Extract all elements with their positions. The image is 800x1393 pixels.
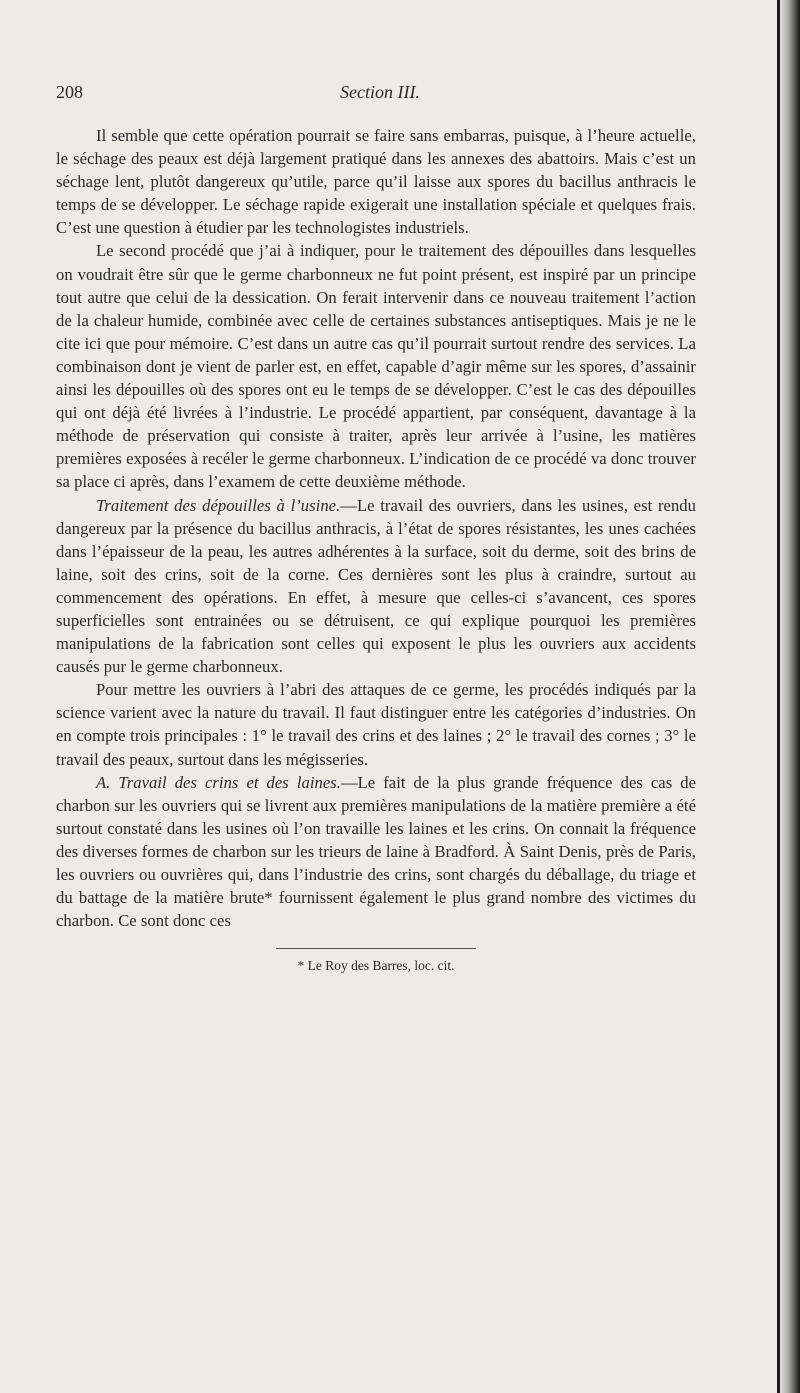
run-in-heading: A. Travail des crins et des laines. (96, 772, 341, 792)
page-edge-shadow (778, 0, 800, 1393)
run-in-heading: Traitement des dépouilles à l’usine. (96, 495, 341, 515)
paragraph-text: Le second procédé que j’ai à indiquer, pour le traitement des dépouilles dans lesquelles on voudrait être sûr que le germe charbonneux ne fut point présent, est inspiré par un principe tout autre que celui de la dessication. On ferait intervenir dans ce nouveau traitement l’action de la chaleur humide, combinée avec celle de certaines substances antiseptiques. Mais je ne le cite ici que pour mémoire. C’est dans un autre cas qu’il pourrait surtout rendre des services. La combinaison dont je vient de parler est, en effet, capable d’agir même sur les spores, d’assainir ainsi les dépouilles où des spores ont eu le temps de se développer. C’est le cas des dépouilles qui ont déjà été livrées à l’industrie. Le procédé appartient, par conséquent, davantage à la méthode de préservation qui consiste à traiter, après leur arrivée à l’usine, les matières premières exposées à recéler le germe charbonneux. L’indication de ce procédé va donc trouver sa place ci après, dans l’examem de cette deuxième méthode. (56, 241, 696, 492)
body-text (56, 124, 696, 932)
paragraph-text: —Le travail des ouvriers, dans les usines, est rendu dangereux par la présence du bacillus anthracis, à l’état de spores résistantes, les unes cachées dans l’épaisseur de la peau, les autres adhérentes à la surface, soit du derme, soit des brins de laine, soit des crins, soit de la corne. Ces dernières sont les plus à craindre, surtout au commencement des opérations. En effet, à mesure que celles-ci s’avancent, ces spores superficielles sont entrainées ou se détruisent, ce qui explique pourquoi les premières manipulations de la fabrication sont celles qui exposent le plus les ouvriers aux accidents causés pur le germe charbonneux. (56, 495, 696, 677)
footnote: * Le Roy des Barres, loc. cit. (297, 958, 455, 974)
footnote-rule (276, 948, 476, 949)
paragraph-text: Il semble que cette opération pourrait se faire sans embarras, puisque, à l’heure actuelle, le séchage des peaux est déjà largement pratiqué dans les annexes des abattoirs. Mais c’est un séchage lent, plutôt dangereux qu’utile, parce qu’il laisse aux spores du bacillus anthracis le temps de se développer. Le séchage rapide exigerait une installation spéciale et quelques frais. C’est une question à étudier par les technologistes industriels. (56, 126, 696, 238)
paragraph-1 (56, 124, 696, 239)
paragraph-2 (56, 239, 696, 493)
running-head (56, 82, 696, 106)
paragraph-text: Pour mettre les ouvriers à l’abri des attaques de ce germe, les procédés indiqués par la science varient avec la nature du travail. Il faut distinguer entre les catégories d’industries. On en compte trois principales : 1° le travail des crins et des laines ; 2° le travail des cornes ; 3° le travail des peaux, surtout dans les mégisseries. (56, 680, 696, 769)
section-title: Section III. (340, 82, 420, 102)
page-number: 208 (56, 82, 83, 102)
paragraph-5 (56, 771, 696, 933)
paragraph-4 (56, 678, 696, 770)
paragraph-3 (56, 494, 696, 679)
book-page (56, 82, 696, 975)
paragraph-text: —Le fait de la plus grande fréquence des cas de charbon sur les ouvriers qui se livrent aux premières manipulations de la matière première a été surtout constaté dans les usines où l’on travaille les laines et les crins. On connait la fréquence des diverses formes de charbon sur les trieurs de laine à Bradford. À Saint Denis, près de Paris, les ouvriers ou ouvrières qui, dans l’industrie des crins, sont chargés du déballage, du triage et du battage de la matière brute* fournissent également le plus grand nombre des victimes du charbon. Ce sont donc ces (56, 772, 696, 931)
